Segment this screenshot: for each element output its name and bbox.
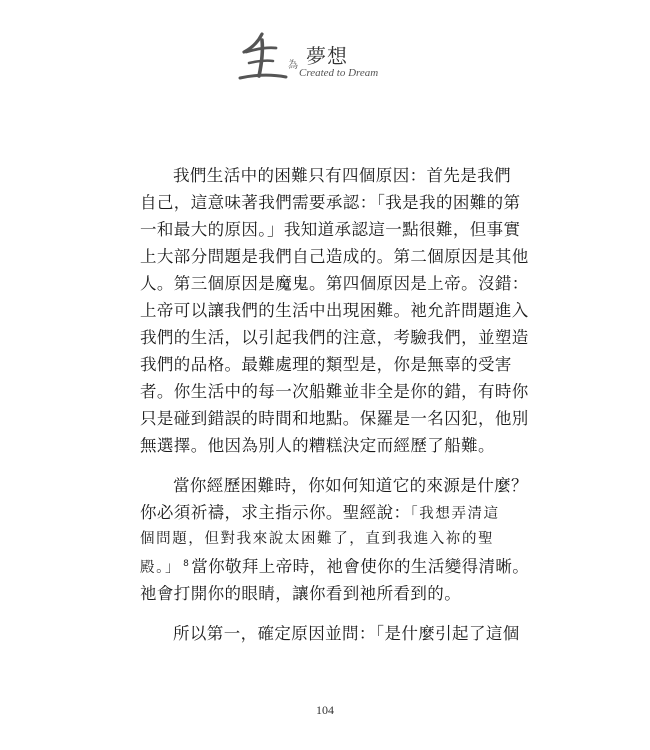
text-line: 無選擇。他因為別人的糟糕決定而經歷了船難。 xyxy=(140,436,495,455)
text-line xyxy=(140,499,515,526)
text-line: 我們的生活，以引起我們的注意，考驗我們，並塑造 xyxy=(140,328,529,347)
scripture-quote: 殿。」 xyxy=(140,560,182,576)
text-line: 只是碰到錯誤的時間和地點。保羅是一名囚犯，他別 xyxy=(140,409,529,428)
text-line: 自己，這意味著我們需要承認：「我是我的困難的第 xyxy=(140,193,521,212)
text-line: 上帝可以讓我們的生活中出現困難。祂允許問題進入 xyxy=(140,301,529,320)
page-body xyxy=(140,162,530,647)
text-line: 一和最大的原因。」我知道承認這一點很難，但事實 xyxy=(140,220,521,239)
text-line: 祂會打開你的眼睛，讓你看到祂所看到的。 xyxy=(140,584,462,603)
paragraph-2 xyxy=(140,472,530,607)
text-line xyxy=(140,553,530,580)
text-line: 當你經歷困難時，你如何知道它的來源是什麼？ xyxy=(173,476,528,495)
calligraphy-sheng-icon xyxy=(232,30,292,84)
logo-small-char: 為 xyxy=(288,60,298,71)
scripture-quote: 個問題，但對我來說太困難了，直到我進入祢的聖 xyxy=(140,531,495,547)
text-line: 上大部分問題是我們自己造成的。第二個原因是其他 xyxy=(140,247,529,266)
text-line: 我們生活中的困難只有四個原因：首先是我們 xyxy=(173,166,511,185)
text-line: 所以第一，確定原因並問：「是什麼引起了這個 xyxy=(173,624,520,643)
text-line: 人。第三個原因是魔鬼。第四個原因是上帝。沒錯： xyxy=(140,274,529,293)
book-subtitle: Created to Dream xyxy=(299,67,379,79)
footnote-marker: 8 xyxy=(183,558,190,569)
text-segment: 你必須祈禱，求主指示你。聖經說： xyxy=(140,503,411,522)
paragraph-1 xyxy=(140,162,529,459)
book-title: 夢想 xyxy=(306,44,348,68)
page-number: 104 xyxy=(316,703,334,717)
book-logo xyxy=(232,30,432,84)
text-line: 者。你生活中的每一次船難並非全是你的錯，有時你 xyxy=(140,382,529,401)
text-segment: 當你敬拜上帝時，祂會使你的生活變得清晰。 xyxy=(191,557,530,576)
paragraph-3 xyxy=(140,620,520,647)
text-line: 我們的品格。最難處理的類型是，你是無辜的受害 xyxy=(140,355,512,374)
scripture-quote: 「我想弄清這 xyxy=(410,506,500,522)
